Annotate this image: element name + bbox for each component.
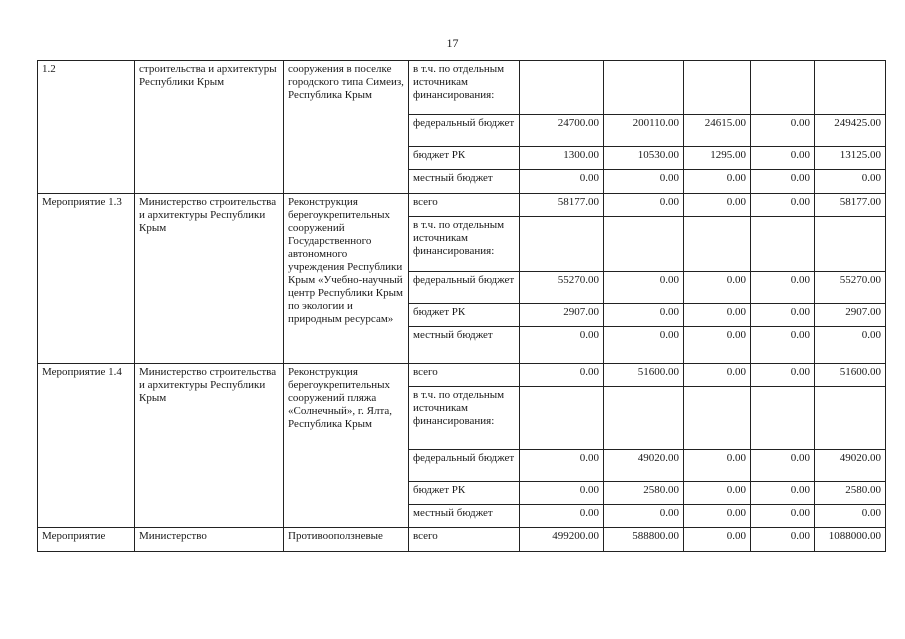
value-cell: 0.00 bbox=[815, 505, 886, 528]
value-cell: 0.00 bbox=[520, 327, 604, 364]
value-cell: 49020.00 bbox=[815, 450, 886, 482]
value-cell: 55270.00 bbox=[815, 272, 886, 304]
value-cell bbox=[684, 387, 751, 450]
value-cell: 0.00 bbox=[520, 450, 604, 482]
value-cell bbox=[604, 217, 684, 272]
value-cell bbox=[751, 61, 815, 115]
responsible-org-cell: строительства и архитектуры Республики Крым bbox=[135, 61, 284, 194]
value-cell: 51600.00 bbox=[604, 364, 684, 387]
value-cell: 1300.00 bbox=[520, 147, 604, 170]
value-cell: 0.00 bbox=[604, 327, 684, 364]
page-number: 17 bbox=[446, 36, 459, 50]
value-cell: 200110.00 bbox=[604, 115, 684, 147]
funding-source-cell: в т.ч. по отдельным источникам финансирования: bbox=[409, 387, 520, 450]
responsible-org-cell: Министерство строительства и архитектуры Республики Крым bbox=[135, 194, 284, 364]
value-cell bbox=[815, 61, 886, 115]
activity-id-cell: Мероприятие bbox=[38, 528, 135, 552]
value-cell: 0.00 bbox=[604, 170, 684, 194]
funding-source-cell: всего bbox=[409, 364, 520, 387]
value-cell: 10530.00 bbox=[604, 147, 684, 170]
value-cell: 1295.00 bbox=[684, 147, 751, 170]
value-cell bbox=[684, 217, 751, 272]
value-cell: 249425.00 bbox=[815, 115, 886, 147]
value-cell bbox=[751, 217, 815, 272]
activity-id-cell: Мероприятие 1.4 bbox=[38, 364, 135, 528]
activity-name-cell: Противооползневые bbox=[284, 528, 409, 552]
funding-source-cell: местный бюджет bbox=[409, 170, 520, 194]
value-cell: 0.00 bbox=[751, 505, 815, 528]
value-cell bbox=[520, 387, 604, 450]
value-cell: 0.00 bbox=[815, 170, 886, 194]
value-cell: 0.00 bbox=[684, 450, 751, 482]
funding-source-cell: федеральный бюджет bbox=[409, 272, 520, 304]
value-cell bbox=[815, 217, 886, 272]
table-row bbox=[38, 364, 886, 387]
value-cell: 0.00 bbox=[751, 327, 815, 364]
value-cell: 0.00 bbox=[751, 115, 815, 147]
value-cell: 2907.00 bbox=[815, 304, 886, 327]
value-cell: 1088000.00 bbox=[815, 528, 886, 552]
value-cell bbox=[604, 61, 684, 115]
value-cell: 0.00 bbox=[684, 364, 751, 387]
value-cell bbox=[684, 61, 751, 115]
value-cell bbox=[520, 61, 604, 115]
value-cell: 0.00 bbox=[751, 364, 815, 387]
value-cell: 0.00 bbox=[815, 327, 886, 364]
value-cell: 0.00 bbox=[604, 304, 684, 327]
value-cell: 0.00 bbox=[604, 505, 684, 528]
value-cell bbox=[520, 217, 604, 272]
funding-source-cell: всего bbox=[409, 528, 520, 552]
value-cell: 24700.00 bbox=[520, 115, 604, 147]
value-cell: 24615.00 bbox=[684, 115, 751, 147]
responsible-org-cell: Министерство bbox=[135, 528, 284, 552]
value-cell: 0.00 bbox=[684, 505, 751, 528]
value-cell: 0.00 bbox=[684, 304, 751, 327]
value-cell: 13125.00 bbox=[815, 147, 886, 170]
value-cell bbox=[604, 387, 684, 450]
funding-source-cell: федеральный бюджет bbox=[409, 450, 520, 482]
funding-source-cell: бюджет РК bbox=[409, 304, 520, 327]
activity-name-cell: Реконструкция берегоукрепительных сооружений Государственного автономного учреждения Республики Крым «Учебно-научный центр Республики Крым по экологии и природным ресурсам» bbox=[284, 194, 409, 364]
value-cell: 55270.00 bbox=[520, 272, 604, 304]
value-cell: 0.00 bbox=[751, 194, 815, 217]
value-cell: 0.00 bbox=[520, 170, 604, 194]
value-cell: 2907.00 bbox=[520, 304, 604, 327]
value-cell: 0.00 bbox=[751, 272, 815, 304]
table-row bbox=[38, 61, 886, 115]
value-cell: 58177.00 bbox=[520, 194, 604, 217]
value-cell: 0.00 bbox=[520, 505, 604, 528]
funding-source-cell: федеральный бюджет bbox=[409, 115, 520, 147]
value-cell: 51600.00 bbox=[815, 364, 886, 387]
value-cell: 0.00 bbox=[684, 528, 751, 552]
value-cell: 0.00 bbox=[520, 364, 604, 387]
funding-source-cell: бюджет РК bbox=[409, 482, 520, 505]
activity-name-cell: Реконструкция берегоукрепительных сооружений пляжа «Солнечный», г. Ялта, Республика Крым bbox=[284, 364, 409, 528]
value-cell: 58177.00 bbox=[815, 194, 886, 217]
value-cell: 0.00 bbox=[520, 482, 604, 505]
value-cell: 0.00 bbox=[751, 147, 815, 170]
activity-name-cell: сооружения в поселке городского типа Симеиз, Республика Крым bbox=[284, 61, 409, 194]
value-cell: 2580.00 bbox=[604, 482, 684, 505]
table-row bbox=[38, 194, 886, 217]
value-cell: 0.00 bbox=[751, 482, 815, 505]
value-cell: 0.00 bbox=[604, 194, 684, 217]
value-cell: 2580.00 bbox=[815, 482, 886, 505]
value-cell bbox=[751, 387, 815, 450]
value-cell: 49020.00 bbox=[604, 450, 684, 482]
value-cell: 0.00 bbox=[604, 272, 684, 304]
funding-source-cell: бюджет РК bbox=[409, 147, 520, 170]
value-cell: 499200.00 bbox=[520, 528, 604, 552]
value-cell: 588800.00 bbox=[604, 528, 684, 552]
value-cell: 0.00 bbox=[751, 170, 815, 194]
value-cell: 0.00 bbox=[751, 528, 815, 552]
funding-source-cell: всего bbox=[409, 194, 520, 217]
value-cell: 0.00 bbox=[684, 272, 751, 304]
funding-source-cell: местный бюджет bbox=[409, 505, 520, 528]
responsible-org-cell: Министерство строительства и архитектуры Республики Крым bbox=[135, 364, 284, 528]
value-cell: 0.00 bbox=[684, 194, 751, 217]
activity-id-cell: Мероприятие 1.3 bbox=[38, 194, 135, 364]
value-cell: 0.00 bbox=[751, 304, 815, 327]
value-cell: 0.00 bbox=[751, 450, 815, 482]
value-cell: 0.00 bbox=[684, 482, 751, 505]
value-cell: 0.00 bbox=[684, 327, 751, 364]
budget-table bbox=[37, 60, 886, 552]
value-cell bbox=[815, 387, 886, 450]
funding-source-cell: в т.ч. по отдельным источникам финансирования: bbox=[409, 61, 520, 115]
activity-id-cell: 1.2 bbox=[38, 61, 135, 194]
funding-source-cell: в т.ч. по отдельным источникам финансирования: bbox=[409, 217, 520, 272]
table-row bbox=[38, 528, 886, 552]
value-cell: 0.00 bbox=[684, 170, 751, 194]
funding-source-cell: местный бюджет bbox=[409, 327, 520, 364]
